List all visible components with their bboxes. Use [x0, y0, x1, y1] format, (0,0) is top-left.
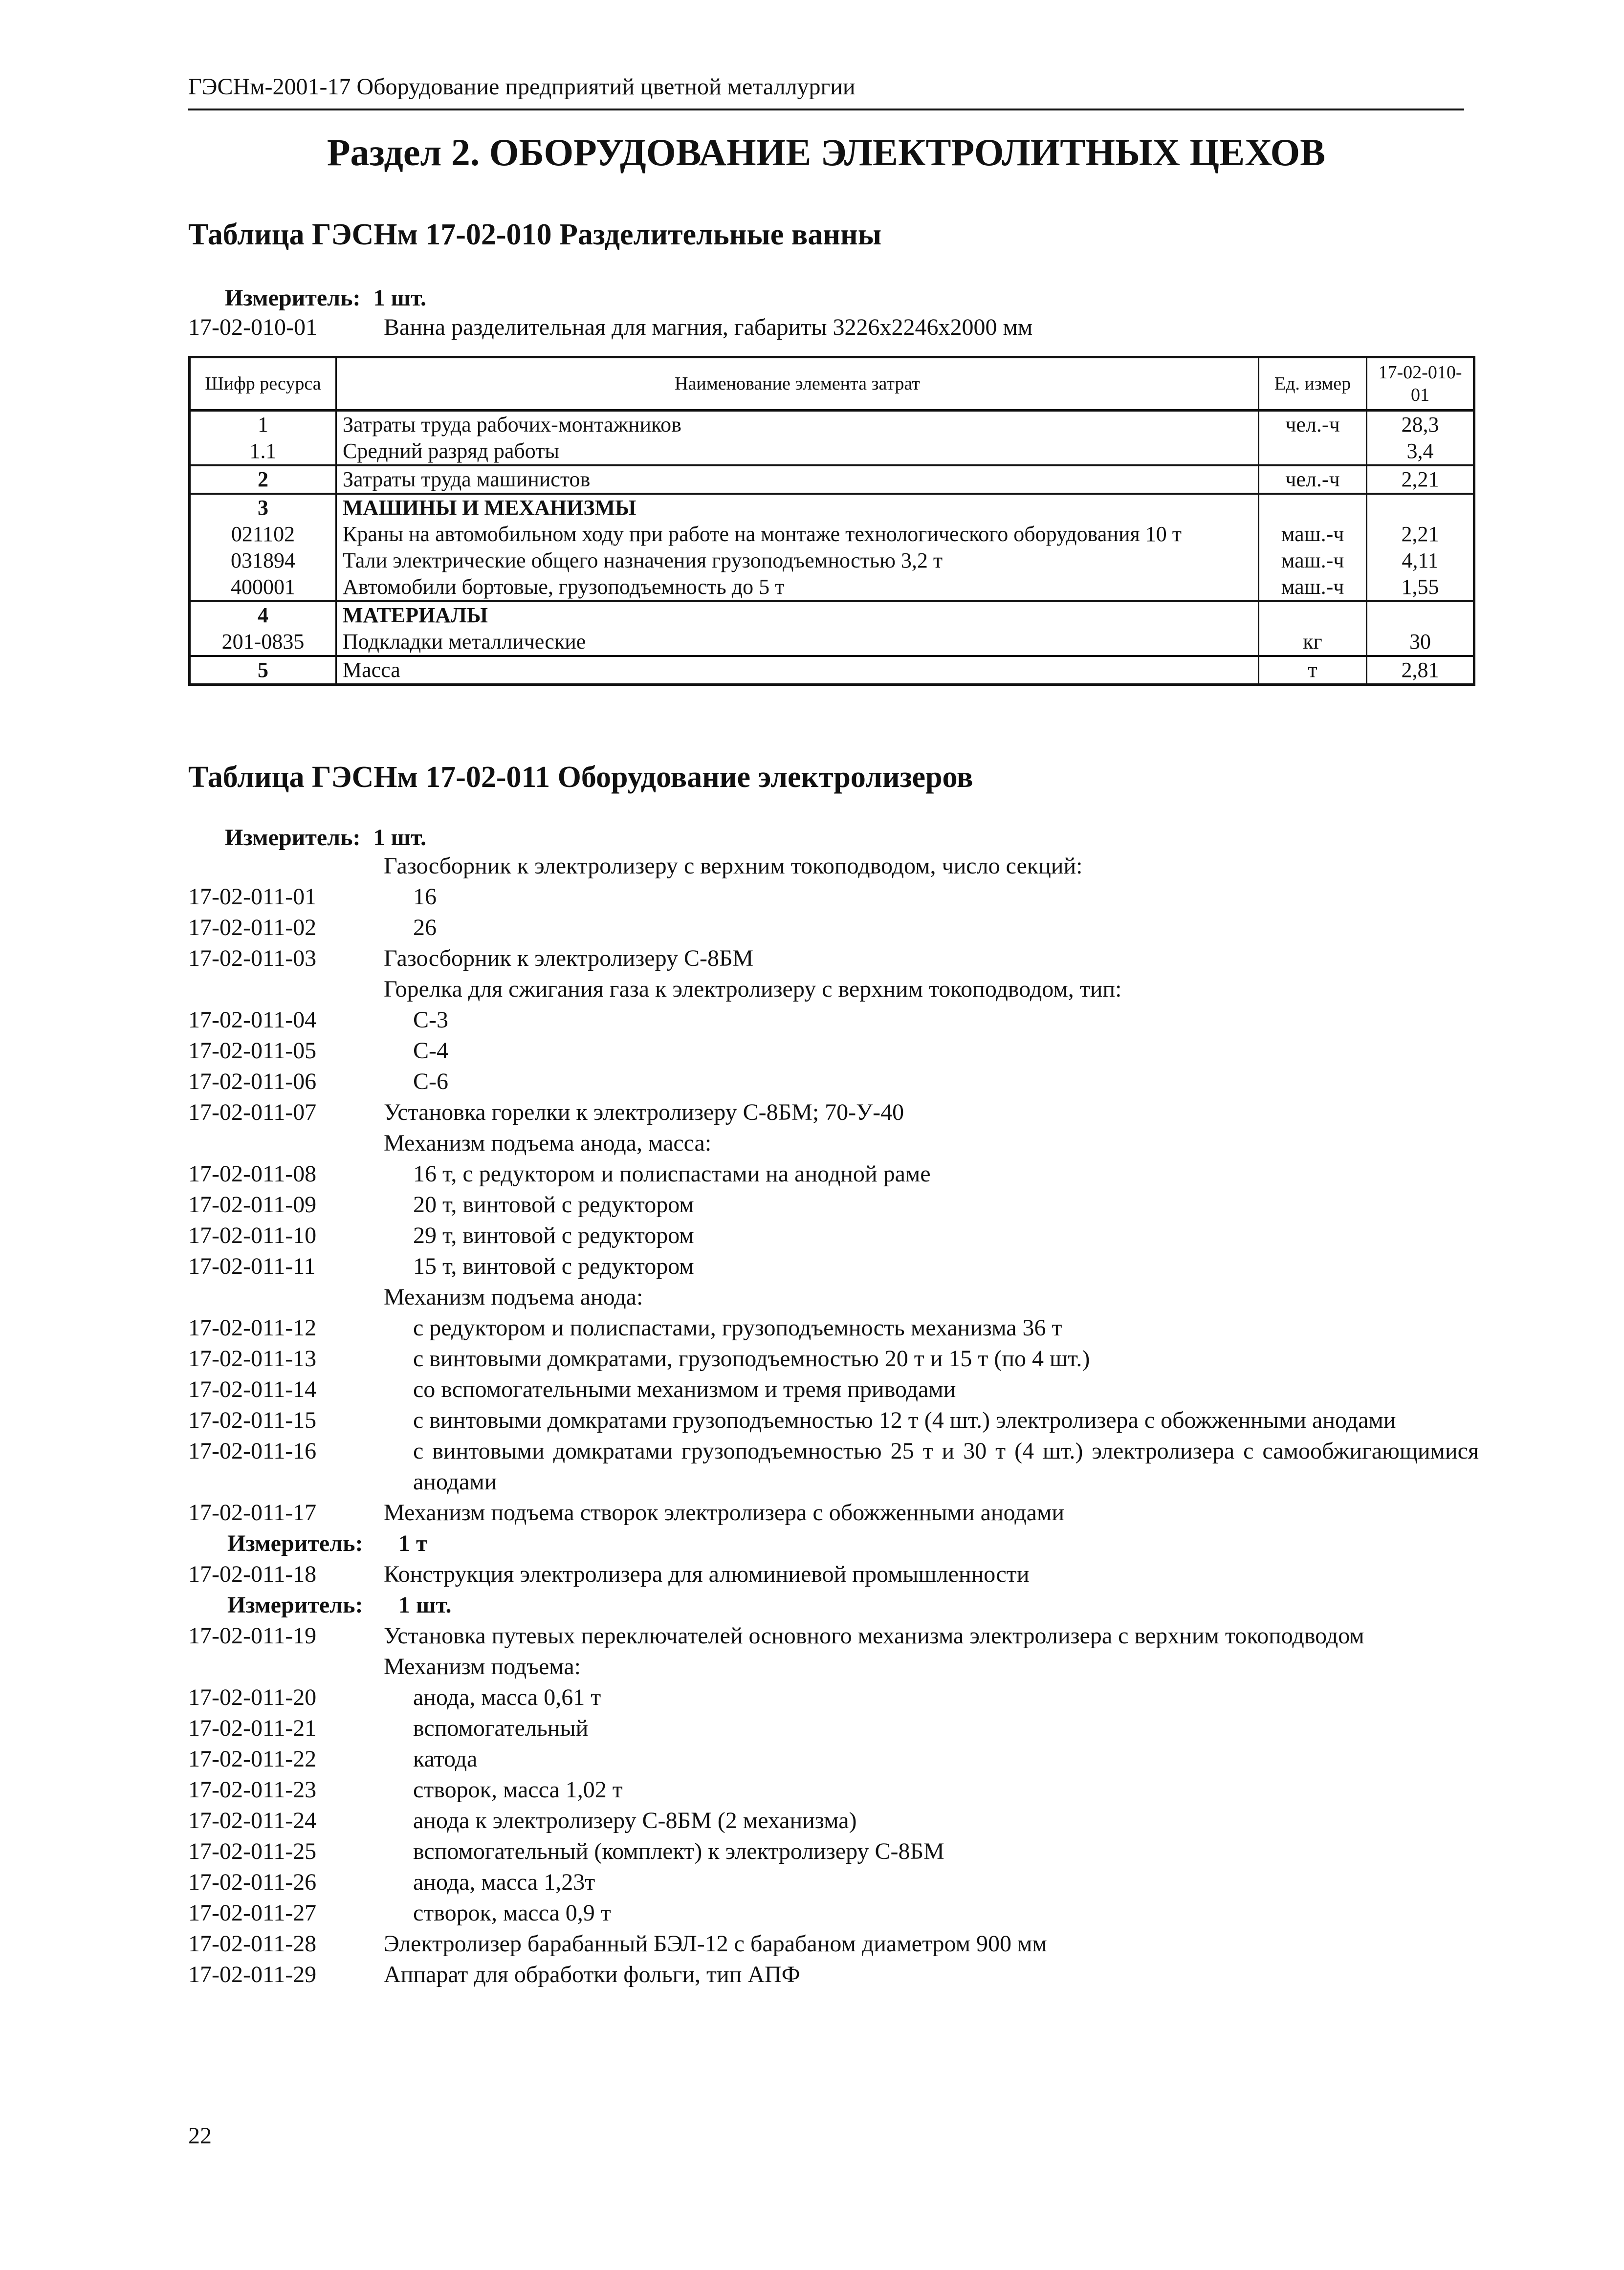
list-item [188, 1651, 1479, 1682]
list-item [188, 943, 1479, 974]
list-item [188, 1189, 1479, 1220]
item-text: Горелка для сжигания газа к электролизеру с верхним токоподводом, тип: [384, 976, 1122, 1002]
list-item [188, 1744, 1479, 1774]
measure-label: Измеритель: [227, 1530, 363, 1556]
table-row [190, 465, 1474, 494]
cost-element-name: Масса [336, 656, 1259, 685]
item-text: 26 [413, 915, 437, 940]
item-code: 17-02-011-05 [188, 1038, 317, 1064]
value [1367, 494, 1474, 521]
item-code [188, 1128, 384, 1158]
unit: маш.-ч [1259, 574, 1367, 601]
measure-label: Измеритель: [227, 1592, 363, 1618]
cost-element-name: Подкладки металлические [336, 629, 1259, 656]
list-item [188, 1251, 1479, 1282]
table-row [190, 629, 1474, 656]
measure-row [188, 1528, 1479, 1559]
unit: кг [1259, 629, 1367, 656]
item-text: вспомогательный (комплект) к электролизеру С-8БМ [413, 1838, 944, 1864]
table1-code-line [188, 313, 1032, 342]
item-code [188, 851, 384, 881]
item-code: 17-02-011-13 [188, 1346, 317, 1372]
measure-value: 1 шт. [373, 285, 426, 311]
item-text: анода, масса 1,23т [413, 1869, 595, 1895]
list-item [188, 1959, 1479, 1990]
item-text: анода, масса 0,61 т [413, 1684, 601, 1710]
item-code: 17-02-011-23 [188, 1777, 317, 1803]
item-code: 17-02-011-14 [188, 1376, 317, 1402]
list-item [188, 1713, 1479, 1744]
list-item [188, 1682, 1479, 1713]
item-code: 17-02-011-11 [188, 1253, 316, 1279]
item-code: 17-02-011-24 [188, 1808, 317, 1833]
table-row [190, 574, 1474, 601]
cost-element-name: Краны на автомобильном ходу при работе на монтаже технологического оборудования 10 т [336, 521, 1259, 547]
unit: маш.-ч [1259, 547, 1367, 574]
item-code: 17-02-011-03 [188, 945, 317, 971]
list-item [188, 1559, 1479, 1590]
measure-value: 1 т [398, 1530, 428, 1556]
item-code: 17-02-011-10 [188, 1222, 317, 1248]
unit: т [1259, 656, 1367, 685]
item-text: С-3 [413, 1007, 448, 1033]
item-code: 17-02-011-06 [188, 1069, 317, 1094]
list-item [188, 1282, 1479, 1312]
item-code: 17-02-011-17 [188, 1500, 317, 1526]
item-text: вспомогательный [413, 1715, 589, 1741]
list-item [188, 1898, 1479, 1928]
column-header: 17-02-010-01 [1367, 357, 1474, 411]
list-item [188, 1774, 1479, 1805]
column-header: Наименование элемента затрат [336, 357, 1259, 411]
item-code: 17-02-011-22 [188, 1746, 317, 1772]
list-item [188, 851, 1479, 881]
item-text: анода к электролизеру С-8БМ (2 механизма) [413, 1808, 857, 1833]
item-text: створок, масса 1,02 т [413, 1777, 623, 1803]
item-code: 17-02-011-01 [188, 884, 317, 910]
item-code [188, 1282, 384, 1312]
page-number: 22 [188, 2123, 212, 2149]
item-text: Механизм подъема створок электролизера с обожженными анодами [384, 1500, 1064, 1526]
measure-row [188, 1590, 1479, 1620]
table-row [190, 521, 1474, 547]
list-item [188, 1312, 1479, 1343]
item-text: Аппарат для обработки фольги, тип АПФ [384, 1962, 800, 1987]
resource-code: 1.1 [190, 438, 336, 465]
item-text: Механизм подъема анода, масса: [384, 1130, 712, 1156]
resource-code: 1 [190, 411, 336, 438]
value: 1,55 [1367, 574, 1474, 601]
list-item [188, 1374, 1479, 1405]
item-text: Установка путевых переключателей основного механизма электролизера с верхним токоподводом [384, 1623, 1364, 1649]
unit: маш.-ч [1259, 521, 1367, 547]
list-item [188, 1928, 1479, 1959]
table1-code: 17-02-010-01 [188, 314, 317, 340]
value: 28,3 [1367, 411, 1474, 438]
value: 2,21 [1367, 521, 1474, 547]
item-text: Механизм подъема анода: [384, 1284, 643, 1310]
table1-description: Ванна разделительная для магния, габариты 3226х2246х2000 мм [384, 314, 1033, 340]
resource-code: 5 [190, 656, 336, 685]
measure-label: Измеритель: [225, 825, 361, 851]
item-code: 17-02-011-07 [188, 1099, 317, 1125]
cost-element-name: Тали электрические общего назначения грузоподъемностью 3,2 т [336, 547, 1259, 574]
list-item [188, 1497, 1479, 1528]
item-code: 17-02-011-16 [188, 1438, 317, 1464]
item-code: 17-02-011-28 [188, 1931, 317, 1957]
section-title: Раздел 2. ОБОРУДОВАНИЕ ЭЛЕКТРОЛИТНЫХ ЦЕХОВ [327, 131, 1326, 174]
cost-element-name: Затраты труда машинистов [336, 465, 1259, 494]
resource-table [188, 356, 1475, 686]
item-code: 17-02-011-21 [188, 1715, 317, 1741]
item-text: Газосборник к электролизеру С-8БМ [384, 945, 754, 971]
table-row [190, 411, 1474, 438]
list-item [188, 1158, 1479, 1189]
cost-element-name: Автомобили бортовые, грузоподъемность до 5 т [336, 574, 1259, 601]
column-header: Шифр ресурса [190, 357, 336, 411]
header-rule [188, 109, 1464, 110]
item-code: 17-02-011-02 [188, 915, 317, 940]
table2-items [188, 851, 1479, 1990]
value: 30 [1367, 629, 1474, 656]
table1-measure [225, 284, 426, 313]
item-text: Установка горелки к электролизеру С-8БМ; 70-У-40 [384, 1099, 904, 1125]
item-text: с винтовыми домкратами грузоподъемностью 12 т (4 шт.) электролизера с обожженными анодами [413, 1407, 1396, 1433]
resource-code: 400001 [190, 574, 336, 601]
table-header-row [190, 357, 1474, 411]
table-row [190, 494, 1474, 521]
cost-element-name: Затраты труда рабочих-монтажников [336, 411, 1259, 438]
column-header: Ед. измер [1259, 357, 1367, 411]
list-item [188, 1066, 1479, 1097]
item-code: 17-02-011-19 [188, 1623, 317, 1649]
item-code: 17-02-011-09 [188, 1192, 317, 1218]
item-text: Конструкция электролизера для алюминиевой промышленности [384, 1561, 1030, 1587]
list-item [188, 1436, 1479, 1497]
item-code [188, 1651, 384, 1682]
measure-value: 1 шт. [398, 1592, 452, 1618]
item-code: 17-02-011-04 [188, 1007, 317, 1033]
item-text: с винтовыми домкратами грузоподъемностью 25 т и 30 т (4 шт.) электролизера с самообжигающимися анодами [413, 1438, 1479, 1495]
list-item [188, 912, 1479, 943]
table1-title: Таблица ГЭСНм 17-02-010 Разделительные ванны [188, 218, 882, 251]
value: 2,81 [1367, 656, 1474, 685]
resource-code: 021102 [190, 521, 336, 547]
item-text: со вспомогательными механизмом и тремя приводами [413, 1376, 956, 1402]
item-text: 15 т, винтовой с редуктором [413, 1253, 694, 1279]
table2-measure [225, 823, 426, 852]
item-text: катода [413, 1746, 478, 1772]
unit [1259, 438, 1367, 465]
value: 2,21 [1367, 465, 1474, 494]
resource-code: 3 [190, 494, 336, 521]
value: 4,11 [1367, 547, 1474, 574]
item-text: 29 т, винтовой с редуктором [413, 1222, 694, 1248]
item-code: 17-02-011-08 [188, 1161, 317, 1187]
item-code: 17-02-011-25 [188, 1838, 317, 1864]
list-item [188, 1343, 1479, 1374]
item-text: 16 [413, 884, 437, 910]
item-code: 17-02-011-12 [188, 1315, 317, 1341]
group-heading: МАТЕРИАЛЫ [336, 601, 1259, 629]
item-text: С-4 [413, 1038, 448, 1064]
resource-code: 2 [190, 465, 336, 494]
group-heading: МАШИНЫ И МЕХАНИЗМЫ [336, 494, 1259, 521]
item-text: С-6 [413, 1069, 448, 1094]
item-text: Газосборник к электролизеру с верхним токоподводом, число секций: [384, 853, 1083, 879]
unit: чел.-ч [1259, 411, 1367, 438]
value [1367, 601, 1474, 629]
resource-code: 4 [190, 601, 336, 629]
item-text: Электролизер барабанный БЭЛ-12 с барабаном диаметром 900 мм [384, 1931, 1047, 1957]
running-header: ГЭСНм-2001-17 Оборудование предприятий цветной металлургии [188, 74, 856, 100]
list-item [188, 974, 1479, 1004]
list-item [188, 1805, 1479, 1836]
table-row [190, 601, 1474, 629]
table-row [190, 547, 1474, 574]
item-code: 17-02-011-20 [188, 1684, 317, 1710]
list-item [188, 1867, 1479, 1898]
table2-title: Таблица ГЭСНм 17-02-011 Оборудование электролизеров [188, 761, 973, 794]
measure-value: 1 шт. [373, 825, 426, 851]
item-text: створок, масса 0,9 т [413, 1900, 611, 1926]
item-text: с винтовыми домкратами, грузоподъемностью 20 т и 15 т (по 4 шт.) [413, 1346, 1090, 1372]
item-text: 20 т, винтовой с редуктором [413, 1192, 694, 1218]
item-text: 16 т, с редуктором и полиспастами на анодной раме [413, 1161, 931, 1187]
cost-element-name: Средний разряд работы [336, 438, 1259, 465]
resource-code: 031894 [190, 547, 336, 574]
unit [1259, 601, 1367, 629]
unit [1259, 494, 1367, 521]
item-code: 17-02-011-27 [188, 1900, 317, 1926]
measure-label: Измеритель: [225, 285, 361, 311]
list-item [188, 1004, 1479, 1035]
list-item [188, 1405, 1479, 1436]
list-item [188, 1220, 1479, 1251]
item-text: Механизм подъема: [384, 1654, 581, 1680]
table-row [190, 656, 1474, 685]
item-code: 17-02-011-26 [188, 1869, 317, 1895]
resource-code: 201-0835 [190, 629, 336, 656]
list-item [188, 1035, 1479, 1066]
item-code: 17-02-011-15 [188, 1407, 317, 1433]
list-item [188, 1097, 1479, 1128]
table-row [190, 438, 1474, 465]
unit: чел.-ч [1259, 465, 1367, 494]
list-item [188, 1128, 1479, 1158]
item-code: 17-02-011-29 [188, 1962, 317, 1987]
list-item [188, 1836, 1479, 1867]
item-text: с редуктором и полиспастами, грузоподъемность механизма 36 т [413, 1315, 1062, 1341]
list-item [188, 881, 1479, 912]
list-item [188, 1620, 1479, 1651]
value: 3,4 [1367, 438, 1474, 465]
item-code: 17-02-011-18 [188, 1561, 317, 1587]
item-code [188, 974, 384, 1004]
